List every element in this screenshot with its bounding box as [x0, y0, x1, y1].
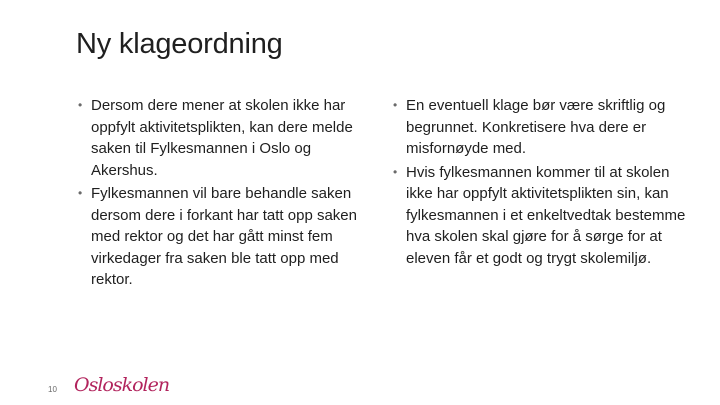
left-bullet-list — [75, 95, 365, 293]
page-number: 10 — [48, 385, 57, 394]
bullet-item: • Fylkesmannen vil bare behandle saken dersom dere i forkant har tatt opp saken med rektor og det har gått minst fem virkedager fra saken ble tatt opp med rektor. — [75, 183, 365, 291]
osloskolen-logo: Osloskolen — [74, 374, 170, 396]
slide-title: Ny klageordning — [76, 28, 283, 60]
bullet-item: • Dersom dere mener at skolen ikke har oppfylt aktivitetsplikten, kan dere melde saken til Fylkesmannen i Oslo og Akershus. — [75, 95, 365, 181]
bullet-item: • Hvis fylkesmannen kommer til at skolen ikke har oppfylt aktivitetsplikten sin, kan fylkesmannen i et enkeltvedtak bestemme hva skolen skal gjøre for å sørge for at eleven får et godt og trygt skolemiljø. — [390, 162, 690, 270]
right-bullet-list — [390, 95, 690, 271]
bullet-item: • En eventuell klage bør være skriftlig og begrunnet. Konkretisere hva dere er misfornøyde med. — [390, 95, 690, 160]
